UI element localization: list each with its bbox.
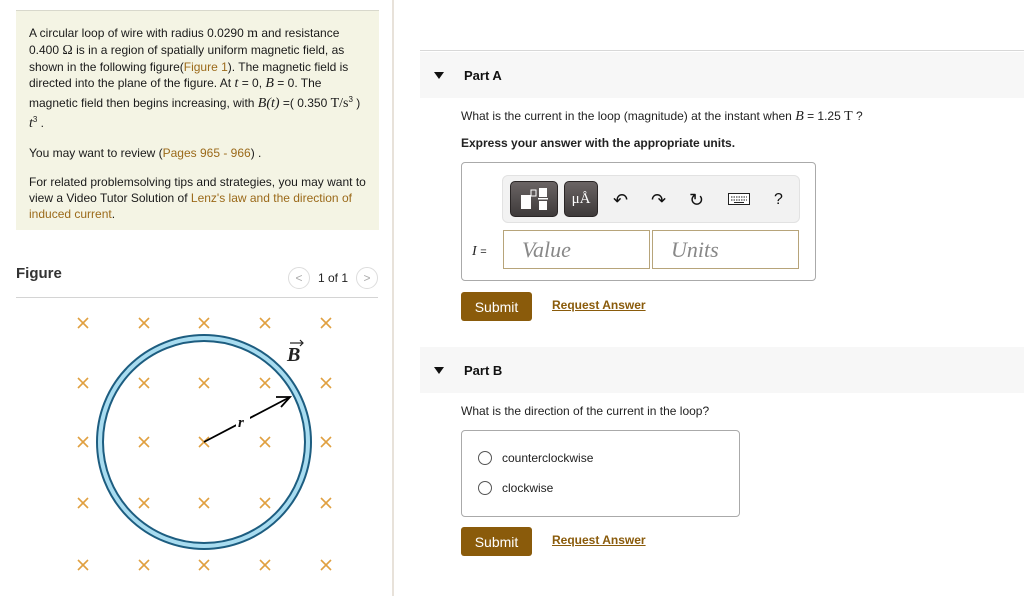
undo-icon[interactable]: ↶ <box>613 190 629 210</box>
video-tutor-link[interactable]: Lenz's law and the direction of induced current <box>29 191 352 221</box>
help-icon[interactable]: ? <box>774 191 783 208</box>
units-input[interactable]: Units <box>652 230 799 269</box>
radio-button[interactable] <box>478 481 492 495</box>
part-b-question: What is the direction of the current in the loop? <box>461 404 710 418</box>
option-counterclockwise[interactable]: counterclockwise <box>478 451 593 465</box>
part-b-header[interactable] <box>420 347 1024 393</box>
fraction-template-icon <box>519 187 549 211</box>
problem-statement <box>16 10 379 230</box>
left-panel <box>0 0 392 596</box>
figure-image <box>50 305 360 590</box>
direction-choices <box>461 430 740 517</box>
answer-box <box>461 162 816 281</box>
option-clockwise[interactable]: clockwise <box>478 481 553 495</box>
figure-header <box>16 262 378 298</box>
figure-link[interactable]: Figure 1 <box>183 60 228 74</box>
redo-icon[interactable]: ↷ <box>651 190 667 210</box>
chevron-left-icon: < <box>295 271 303 285</box>
radio-button[interactable] <box>478 451 492 465</box>
review-text: You may want to review (Pages 965 - 966) . <box>29 146 262 160</box>
part-b-label: Part B <box>464 362 503 378</box>
collapse-triangle-icon <box>434 367 444 374</box>
part-b-request-answer-link[interactable]: Request Answer <box>552 533 646 547</box>
part-a-submit-button[interactable]: Submit <box>461 292 532 321</box>
magnetic-field-loop-diagram <box>50 305 360 590</box>
chevron-right-icon: > <box>363 271 371 285</box>
next-figure-button[interactable] <box>356 267 378 289</box>
tips-text: For related problemsolving tips and strategies, you may want to view a Video Tutor Solution of Lenz's law and the direction of induced current. <box>29 175 366 221</box>
math-toolbar <box>502 175 800 223</box>
reset-icon[interactable]: ↻ <box>689 190 705 210</box>
value-input[interactable]: Value <box>503 230 650 269</box>
field-label: B <box>287 344 301 366</box>
part-a-request-answer-link[interactable]: Request Answer <box>552 298 646 312</box>
radius-label: r <box>238 415 244 431</box>
units-button[interactable]: μÅ <box>564 181 598 217</box>
templates-button[interactable] <box>510 181 558 217</box>
prev-figure-button[interactable] <box>288 267 310 289</box>
part-a-instruction: Express your answer with the appropriate units. <box>461 136 736 150</box>
review-pages-link[interactable]: Pages 965 - 966 <box>162 146 251 160</box>
collapse-triangle-icon <box>434 72 444 79</box>
part-a-question: What is the current in the loop (magnitude) at the instant when B = 1.25 T ? <box>461 109 863 124</box>
divider-line <box>420 50 1024 51</box>
keyboard-icon[interactable] <box>728 193 750 205</box>
part-a-label: Part A <box>464 67 502 83</box>
figure-pager <box>288 267 378 289</box>
part-a-header[interactable] <box>420 52 1024 98</box>
problem-text: A circular loop of wire with radius 0.0290 m and resistance 0.400 Ω is in a region of spatially uniform magnetic field, as shown in the following figure(Figure 1). The magnetic field is directed into the plane of the figure. At t = 0, B = 0. The magnetic field then begins increasing, with B(t) =( 0.350 $T/s^3$ ) $t^3$ . <box>29 26 361 131</box>
pager-count: 1 of 1 <box>317 271 348 285</box>
figure-title: Figure <box>16 265 62 282</box>
part-b-submit-button[interactable]: Submit <box>461 527 532 556</box>
panel-divider[interactable] <box>392 0 394 596</box>
variable-label: I = <box>472 244 487 259</box>
